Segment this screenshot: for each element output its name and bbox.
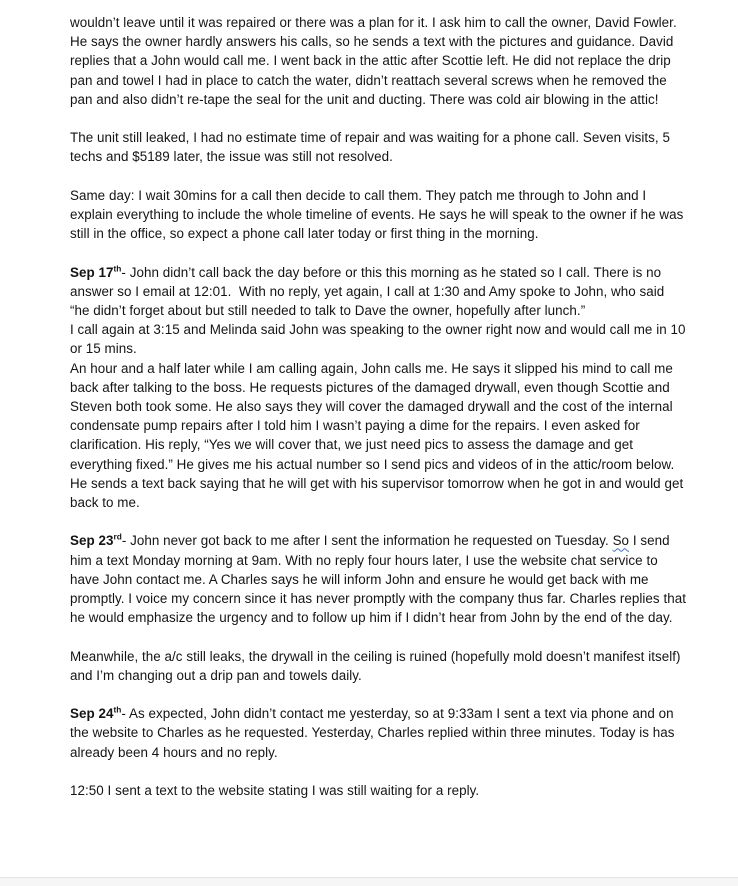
text-run: Same day: I wait 30mins for a call then decide to call them. They patch me through to John and I explain everything to include the whole timeline of events. He says he will speak to the owner if he was still in the office, so expect a phone call later today or first thing in the morning.	[70, 187, 688, 242]
paragraph	[70, 128, 686, 166]
paragraph	[70, 186, 686, 244]
text-run: I call again at 3:15 and Melinda said John was speaking to the owner right now and would call me in 10 or 15 mins.	[70, 322, 690, 357]
date-label: Sep 23	[70, 533, 114, 549]
text-run: The unit still leaked, I had no estimate time of repair and was waiting for a phone call. Seven visits, 5 techs and $5189 later, the issue was still not resolved.	[70, 130, 674, 165]
document-content	[70, 13, 690, 800]
date-ordinal-superscript: th	[113, 263, 122, 274]
text-run: I send him a text Monday morning at 9am. With no reply four hours later, I use the website chat service to have John contact me. A Charles says he will inform John and ensure he would get back with me promptly. I voice my concern since it has never promptly with the company thus far. Charles replies that he would emphasize the urgency and to follow up him if I didn’t hear from John by the end of the day.	[70, 533, 690, 626]
date-ordinal-superscript: rd	[113, 531, 122, 542]
paragraph	[70, 647, 686, 685]
text-run: An hour and a half later while I am calling again, John calls me. He says it slipped his mind to call me back after talking to the boss. He requests pictures of the damaged drywall, even though Scottie and Steven both took some. He also says they will cover the damaged drywall and the cost of the internal condensate pump repairs after I told him I wasn’t paying a dime for the repairs. I even asked for clarification. His reply, “Yes we will cover that, we just need pics to assess the damage and get everything fixed.” He gives me his actual number so I send pics and videos of in the attic/room below. He sends a text back saying that he will get with his supervisor tomorrow when he got in and would get back to me.	[70, 360, 687, 511]
text-run: - John didn’t call back the day before or this this morning as he stated so I call. There is no answer so I email at 12:01. With no reply, yet again, I call at 1:30 and Amy spoke to John, who said “he didn’t forget about but still needed to talk to Dave the owner, hopefully after lunch.”	[70, 264, 669, 318]
bottom-edge-strip	[0, 877, 738, 886]
text-run: - As expected, John didn’t contact me yesterday, so at 9:33am I sent a text via phone and on the website to Charles as he requested. Yesterday, Charles replied within three minutes. Today is has already been 4 hours and no reply.	[70, 706, 679, 760]
date-ordinal-superscript: th	[113, 704, 122, 715]
paragraph	[70, 359, 686, 513]
paragraph	[70, 263, 686, 321]
text-run: 12:50 I sent a text to the website stating I was still waiting for a reply.	[70, 783, 480, 799]
text-run: Meanwhile, the a/c still leaks, the drywall in the ceiling is ruined (hopefully mold doesn’t manifest itself) and I’m changing out a drip pan and towels daily.	[70, 648, 685, 683]
paragraph	[70, 531, 690, 627]
text-run: - John never got back to me after I sent the information he requested on Tuesday.	[121, 533, 613, 549]
grammar-squiggle-word[interactable]: So	[612, 533, 630, 549]
paragraph	[70, 704, 686, 762]
date-label: Sep 17	[70, 264, 114, 280]
text-run: wouldn’t leave until it was repaired or there was a plan for it. I ask him to call the owner, David Fowler. He says the owner hardly answers his calls, so he sends a text with the pictures and guidance. David replies that a John would call me. I went back in the attic after Scottie left. He did not replace the drip pan and towel I had in place to catch the water, didn’t reattach several screws when he removed the pan and also didn’t re-tape the seal for the unit and ducting. There was cold air blowing in the attic!	[70, 15, 681, 107]
date-label: Sep 24	[70, 706, 114, 722]
paragraph	[70, 13, 686, 109]
paragraph	[70, 320, 690, 358]
paragraph	[70, 781, 686, 800]
